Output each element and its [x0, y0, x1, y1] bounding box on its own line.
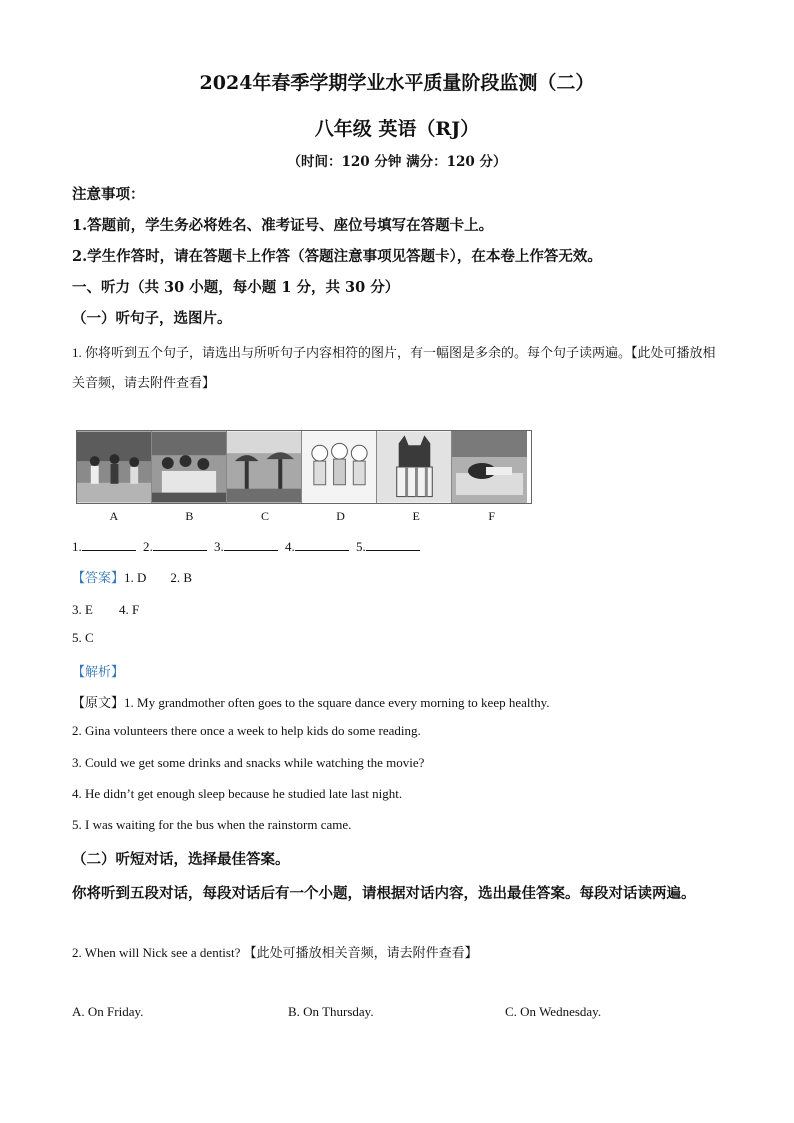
picture-b[interactable]: [152, 431, 227, 503]
notes-heading: 注意事项：: [72, 186, 145, 203]
blank-5[interactable]: [366, 538, 420, 551]
question-2-text: 2. When will Nick see a dentist?: [72, 945, 244, 960]
cat-popcorn-picture-icon: [377, 431, 451, 503]
answer-blanks: [72, 538, 424, 555]
blank-3[interactable]: [224, 538, 278, 551]
sleeping-student-picture-icon: [452, 431, 527, 503]
picture-label-e: E: [412, 509, 420, 523]
picture-f[interactable]: [452, 431, 527, 503]
transcript-line-5: 5. I was waiting for the bus when the rainstorm came.: [72, 817, 352, 832]
option-b[interactable]: B. On Thursday.: [288, 1004, 374, 1019]
picture-strip: [76, 430, 532, 504]
question-2: [72, 942, 478, 961]
original-tag: 【原文】: [72, 695, 125, 710]
blank-2-label: 2.: [143, 539, 153, 554]
blank-1-label: 1.: [72, 539, 82, 554]
answer-row-1: [72, 567, 192, 586]
part2-heading: （二）听短对话，选择最佳答案。: [72, 851, 290, 868]
answer-tag: 【答案】: [72, 570, 125, 585]
part1-heading: （一）听句子，选图片。: [72, 310, 232, 327]
answer-1: 1. D: [124, 570, 147, 585]
answer-row-2: [72, 599, 139, 618]
square-dance-picture-icon: [77, 431, 151, 503]
option-a[interactable]: A. On Friday.: [72, 1004, 144, 1019]
transcript-line-4: 4. He didn’t get enough sleep because he studied late last night.: [72, 786, 403, 801]
picture-label-f: F: [488, 509, 496, 523]
time-info: （时间：120 分钟 满分：120 分）: [287, 154, 507, 170]
question-1-prompt: 1. 你将听到五个句子，请选出与所听句子内容相符的图片，有一幅图是多余的。每个句子读两遍。【此处可播放相关音频，请去附件查看】: [72, 345, 716, 390]
page-title: 2024年春季学期学业水平质量阶段监测（二）: [199, 72, 595, 94]
rainstorm-bus-stop-picture-icon: [227, 431, 301, 503]
question-2-audio-note: 【此处可播放相关音频，请去附件查看】: [243, 945, 478, 960]
page-subtitle: 八年级 英语（RJ）: [314, 118, 480, 140]
option-c[interactable]: C. On Wednesday.: [505, 1004, 602, 1019]
picture-label-c: C: [260, 509, 269, 523]
transcript-line-2: 2. Gina volunteers there once a week to help kids do some reading.: [72, 723, 421, 738]
picture-c[interactable]: [227, 431, 302, 503]
section-heading: 一、听力（共 30 小题，每小题 1 分，共 30 分）: [72, 279, 400, 296]
girls-cartoon-picture-icon: [302, 431, 376, 503]
blank-2[interactable]: [153, 538, 207, 551]
blank-4-label: 4.: [285, 539, 295, 554]
picture-a[interactable]: [77, 431, 152, 503]
blank-5-label: 5.: [356, 539, 366, 554]
picture-labels: [76, 509, 530, 524]
answer-5: 5. C: [72, 630, 94, 645]
transcript-line-3: 3. Could we get some drinks and snacks while watching the movie?: [72, 755, 425, 770]
answer-2: 2. B: [170, 570, 193, 585]
answer-4: 4. F: [118, 602, 140, 617]
blank-4[interactable]: [295, 538, 349, 551]
blank-3-label: 3.: [214, 539, 224, 554]
notes-item-1: 1.答题前，学生务必将姓名、准考证号、座位号填写在答题卡上。: [72, 217, 494, 234]
transcript-line-1: [72, 692, 550, 711]
answer-3: 3. E: [72, 602, 93, 617]
picture-label-b: B: [185, 509, 194, 523]
picture-d[interactable]: [302, 431, 377, 503]
picture-label-d: D: [336, 509, 345, 523]
reading-volunteer-picture-icon: [152, 431, 226, 503]
transcript-1-text: 1. My grandmother often goes to the square dance every morning to keep healthy.: [124, 695, 550, 710]
picture-e[interactable]: [377, 431, 452, 503]
notes-item-2: 2.学生作答时，请在答题卡上作答（答题注意事项见答题卡），在本卷上作答无效。: [72, 248, 602, 265]
analysis-tag: 【解析】: [72, 664, 125, 679]
blank-1[interactable]: [82, 538, 136, 551]
picture-label-a: A: [109, 509, 119, 523]
part2-instruction: 你将听到五段对话，每段对话后有一个小题，请根据对话内容，选出最佳答案。每段对话读两遍。: [72, 885, 696, 902]
